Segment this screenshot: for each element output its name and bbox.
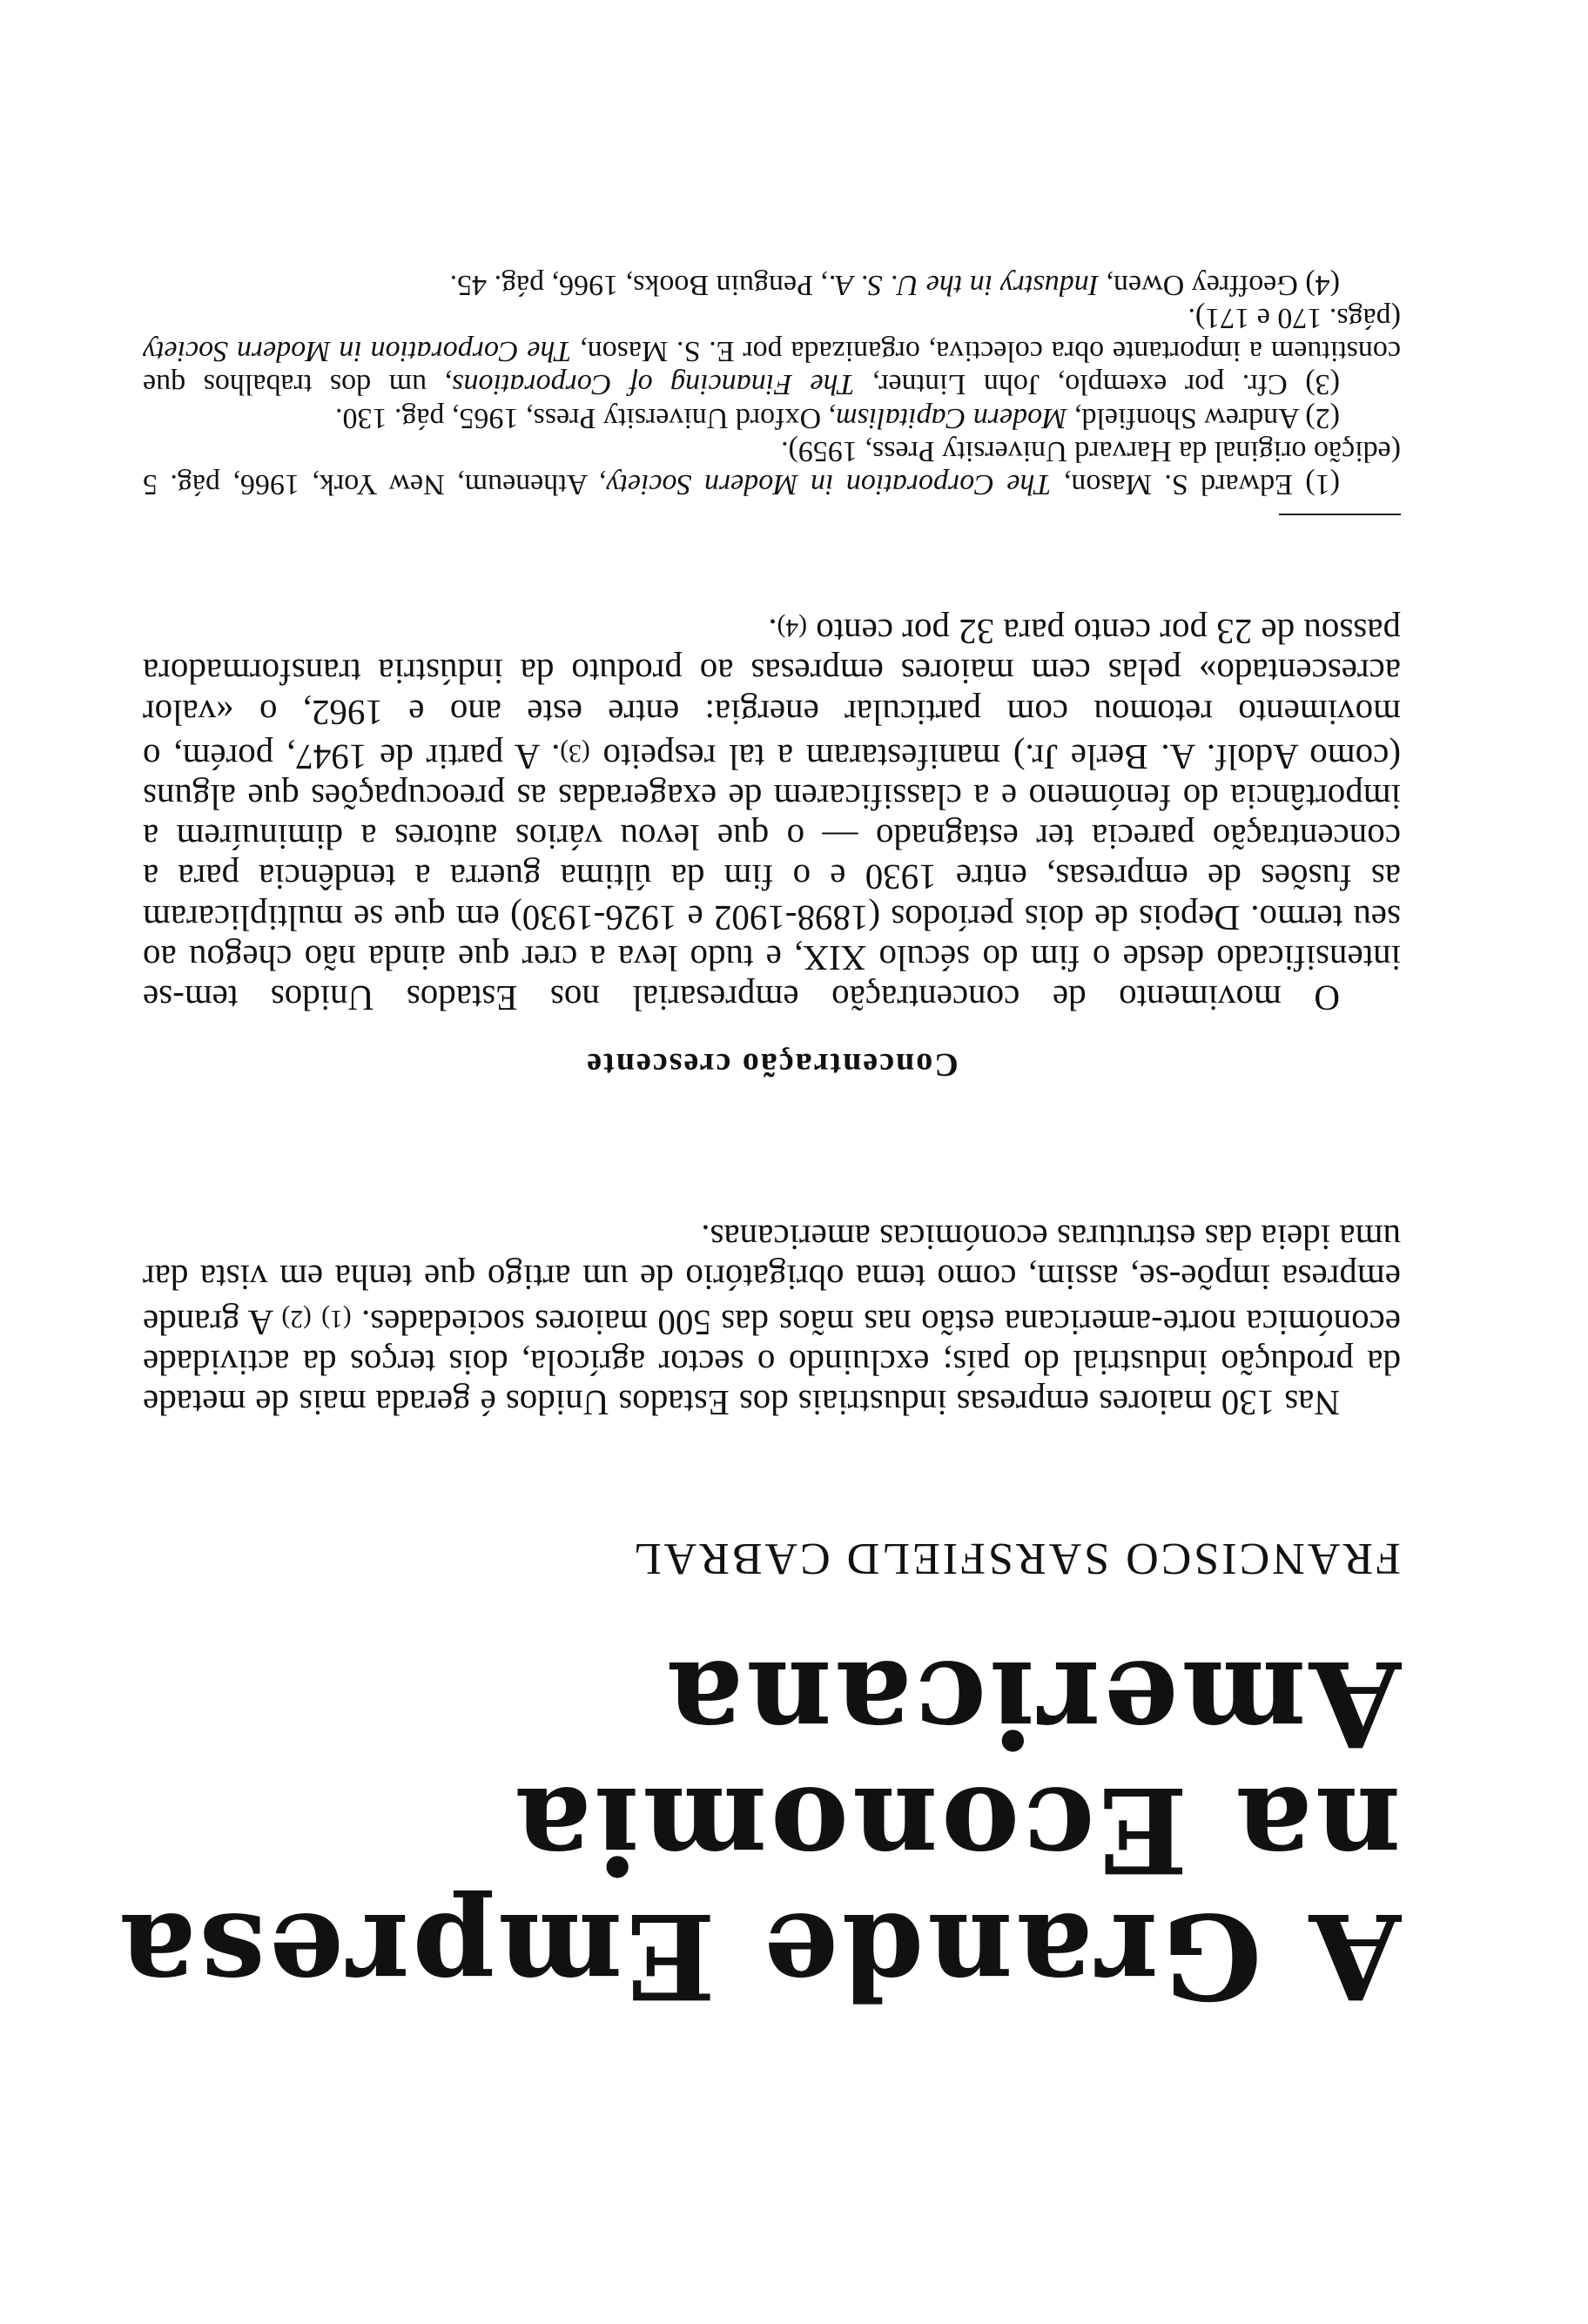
title-line-1: A Grande Empresa bbox=[116, 1887, 1401, 2025]
footnote-3-title-2: The Corporation in Modern Society bbox=[143, 335, 572, 368]
footnote-1-author: Edward S. Mason, bbox=[1063, 468, 1293, 500]
footnotes bbox=[143, 268, 1401, 500]
intro-paragraph bbox=[143, 1218, 1401, 1423]
footnote-2-author: Andrew Shonfield, bbox=[1073, 401, 1300, 434]
footnote-2 bbox=[143, 400, 1401, 433]
section-paragraph bbox=[143, 608, 1401, 1018]
footnote-1-rest: , Atheneum, New York, 1966, pág. 5 (edição original da Harvard University Press, 1959). bbox=[143, 434, 1401, 500]
section-text-c: . bbox=[768, 612, 777, 653]
intro-text-start: Nas 130 maiores empresas industriais dos Estados Unidos é gerada mais de metade da produção industrial do país; excluindo o sector agrícola, dois terços da actividade económica norte-americana estão nas mãos das 500 maiores sociedades. bbox=[143, 1302, 1401, 1423]
footnote-4 bbox=[143, 268, 1401, 301]
footnote-4-author: Geoffrey Owen, bbox=[1106, 268, 1298, 301]
footnote-divider bbox=[1279, 514, 1401, 515]
footnote-4-label: (4) bbox=[1305, 268, 1340, 301]
footnote-1-label: (1) bbox=[1305, 468, 1340, 500]
footnote-1 bbox=[143, 434, 1401, 500]
footnote-3-label: (3) bbox=[1305, 368, 1340, 401]
footnote-4-rest: , Penguin Books, 1966, pág. 45. bbox=[449, 268, 829, 301]
intro-text-end: A grande empresa impõe-se, assim, como tema obrigatório de um artigo que tenha em vista dar uma ideia das estruturas económicas americanas. bbox=[142, 1218, 1401, 1343]
author-byline: FRANCISCO SARSFIELD CABRAL bbox=[630, 1534, 1401, 1583]
section-text-b: . A partir de 1947, porém, o movimento retomou com particular energia: entre este ano e 1962, o «valor acrescentado» pelas cem maiores empresas ao produto da indústria transformadora passou de 23 por cento para 32 por cento bbox=[143, 612, 1401, 777]
footnote-ref-2: (2) bbox=[281, 1304, 312, 1333]
footnote-2-rest: , Oxford University Press, 1965, pág. 130. bbox=[334, 401, 837, 434]
footnote-1-title: The Corporation in Modern Society bbox=[606, 468, 1052, 500]
footnote-2-label: (2) bbox=[1305, 401, 1340, 434]
footnote-3-lead: Cfr. por exemplo, John Lintner, bbox=[872, 368, 1288, 401]
section-heading: Concentração crescente bbox=[585, 1046, 959, 1083]
section-text-a: O movimento de concentração empresarial nos Estados Unidos tem-se intensificado desde o fim do século XIX, e tudo leva a crer que ainda não chegou ao seu termo. Depois de dois períodos (1898-1902 e 1926-1930) em que se multiplicaram as fusões de empresas, entre 1930 e o fim da última guerra a tendência para a concentração parecia ter estagnado — o que levou vários autores a diminuírem a importância do fenómeno e a classificarem de exageradas as preocupações que alguns (como Adolf. A. Berle Jr.) manifestaram a tal respeito bbox=[143, 736, 1401, 1018]
footnote-3 bbox=[143, 301, 1401, 401]
footnote-2-title: Modern Capitalism bbox=[836, 401, 1067, 434]
footnote-ref-1: (1) bbox=[321, 1304, 352, 1333]
footnote-ref-4: (4) bbox=[777, 614, 807, 642]
title-line-2: na Economia bbox=[511, 1761, 1401, 1899]
footnote-ref-3: (3) bbox=[560, 738, 590, 767]
footnote-3-title: The Financing of Corporations bbox=[452, 368, 855, 401]
footnote-4-title: Industry in the U. S. A. bbox=[828, 268, 1100, 301]
footnote-3-rest: (págs. 170 e 171). bbox=[1188, 301, 1401, 334]
footnote-3-middle: , um dos trabalhos que constituem a importante obra colectiva, organizada por E. S. Mason, bbox=[143, 335, 1401, 401]
title-line-3: Americana bbox=[663, 1635, 1401, 1773]
